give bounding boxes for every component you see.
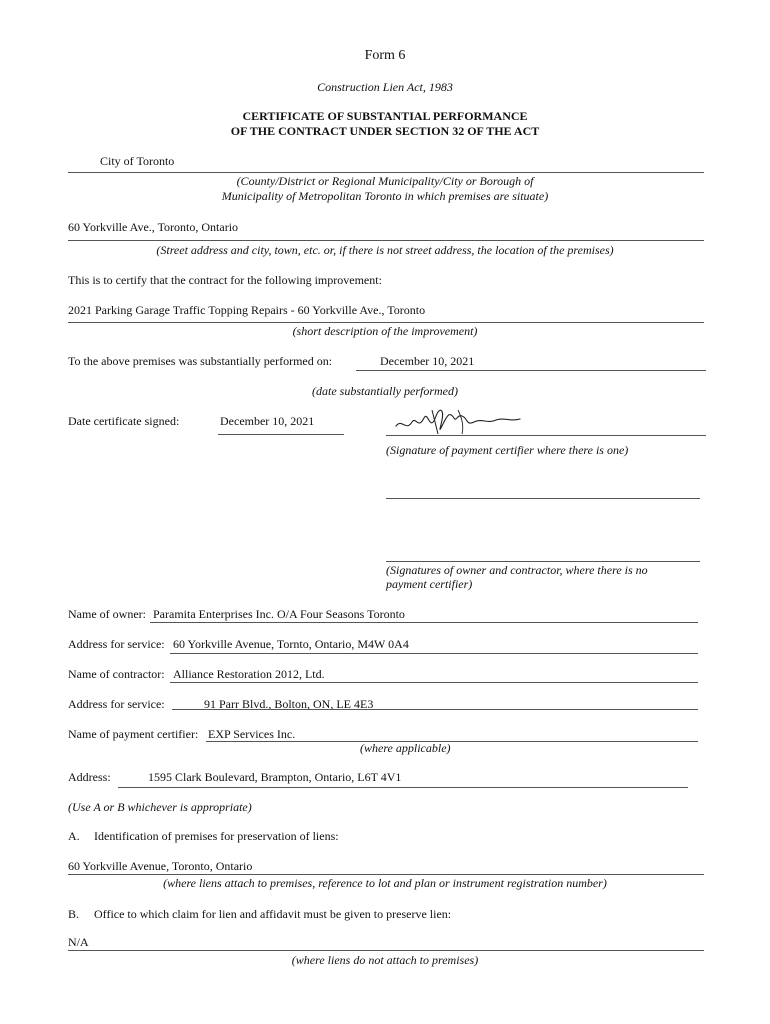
section-b-value[interactable]: N/A [68,935,89,949]
section-a-value[interactable]: 60 Yorkville Avenue, Toronto, Ontario [68,859,253,873]
owner-signature-line [386,498,700,499]
section-b-caption: (where liens do not attach to premises) [291,953,479,967]
contractor-signature-line [386,561,700,562]
section-a-letter: A. [68,829,80,843]
performed-caption: (date substantially performed) [312,384,458,398]
section-b-letter: B. [68,907,80,921]
owner-label: Name of owner: [68,607,146,621]
handwritten-signature [392,404,532,438]
address-line [68,240,704,241]
title-line-1: CERTIFICATE OF SUBSTANTIAL PERFORMANCE [242,109,528,123]
section-b-line [68,950,704,951]
certifier-label: Name of payment certifier: [68,727,199,741]
owner-service-label: Address for service: [68,637,165,651]
owner-signature-caption-2: payment certifier) [386,577,473,591]
address-value[interactable]: 60 Yorkville Ave., Toronto, Ontario [68,220,239,234]
certifier-line [206,741,698,742]
certifier-address-line [118,787,688,788]
owner-signature-caption-1: (Signatures of owner and contractor, where there is no [386,563,648,577]
form-number: Form 6 [364,48,406,63]
act-name: Construction Lien Act, 1983 [317,80,453,94]
owner-service-value[interactable]: 60 Yorkville Avenue, Tornto, Ontario, M4W 0A4 [173,637,409,651]
contractor-line [170,682,698,683]
improvement-line [68,322,704,323]
contractor-service-value[interactable]: 91 Parr Blvd., Bolton, ON, LE 4E3 [204,697,374,711]
signed-label: Date certificate signed: [68,414,180,428]
performed-label: To the above premises was substantially performed on: [68,354,333,368]
address-caption: (Street address and city, town, etc. or, if there is not street address, the location of the premises) [156,243,614,257]
certifier-address-label: Address: [68,770,111,784]
improvement-value[interactable]: 2021 Parking Garage Traffic Topping Repairs - 60 Yorkville Ave., Toronto [68,303,426,317]
municipality-line [68,172,704,173]
use-note: (Use A or B whichever is appropriate) [68,800,252,814]
signed-date[interactable]: December 10, 2021 [220,414,315,428]
contractor-service-label: Address for service: [68,697,165,711]
section-b-heading: Office to which claim for lien and affidavit must be given to preserve lien: [94,907,452,921]
section-a-caption: (where liens attach to premises, reference to lot and plan or instrument registration number) [163,876,607,890]
certify-text: This is to certify that the contract for the following improvement: [68,273,382,287]
owner-line [150,622,698,623]
performed-line [356,370,706,371]
signed-line [218,434,344,435]
title-line-2: OF THE CONTRACT UNDER SECTION 32 OF THE ACT [230,124,540,138]
owner-service-line [170,653,698,654]
municipality-value[interactable]: City of Toronto [100,154,175,168]
certifier-address-value[interactable]: 1595 Clark Boulevard, Brampton, Ontario, L6T 4V1 [148,770,402,784]
certifier-caption: (where applicable) [360,741,451,755]
contractor-value[interactable]: Alliance Restoration 2012, Ltd. [173,667,325,681]
performed-date[interactable]: December 10, 2021 [380,354,475,368]
certifier-value[interactable]: EXP Services Inc. [208,727,296,741]
municipality-caption-1: (County/District or Regional Municipality/City or Borough of [236,174,534,188]
municipality-caption-2: Municipality of Metropolitan Toronto in which premises are situate) [221,189,549,203]
section-a-line [68,874,704,875]
section-a-heading: Identification of premises for preservation of liens: [94,829,339,843]
contractor-label: Name of contractor: [68,667,165,681]
certifier-signature-line [386,435,706,436]
certifier-signature-caption: (Signature of payment certifier where there is one) [386,443,629,457]
contractor-service-line [172,709,698,710]
improvement-caption: (short description of the improvement) [292,324,478,338]
owner-value[interactable]: Paramita Enterprises Inc. O/A Four Seasons Toronto [153,607,405,621]
